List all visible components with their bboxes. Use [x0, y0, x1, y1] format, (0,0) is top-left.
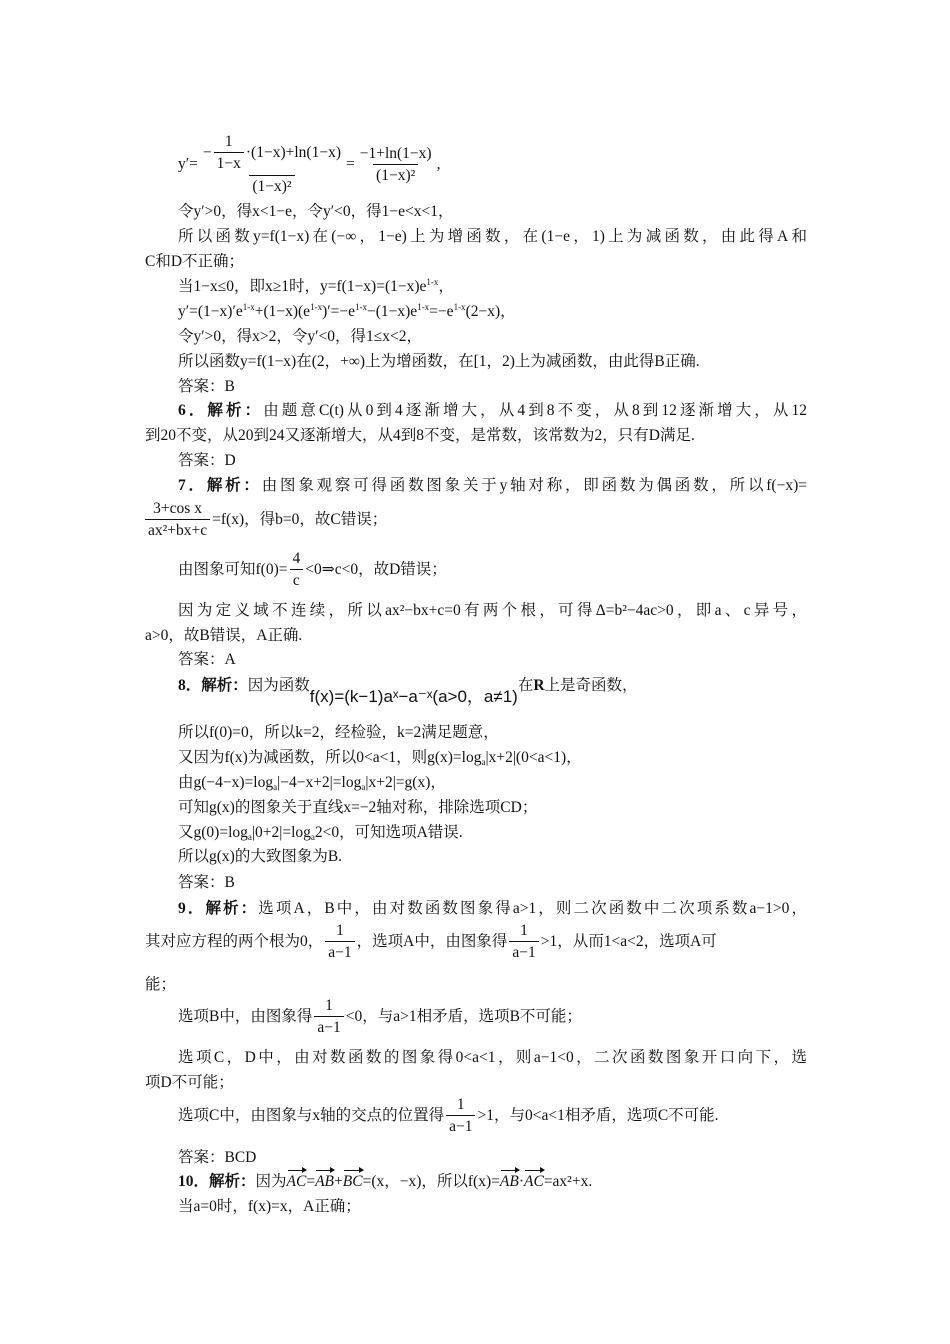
numerator: 4 — [292, 550, 301, 567]
text-line: 当a=0时，f(x)=x，A正确； — [178, 1198, 361, 1215]
derivative-formula — [178, 132, 807, 198]
text: >1，从而1<a<2，选项A可 — [540, 933, 717, 951]
text: R — [533, 677, 545, 694]
answer-line: 答案：D — [178, 452, 236, 469]
denominator: (1−x)² — [373, 164, 418, 187]
text: |−4−x+2|=log — [277, 774, 362, 791]
vector-ab: AB — [499, 1173, 519, 1190]
fraction — [289, 549, 303, 592]
text: 在 — [517, 677, 534, 694]
text-line — [178, 748, 807, 768]
numerator: 3+cos x — [153, 500, 202, 517]
item-number: 6．解析： — [178, 402, 264, 419]
text: |x+2|(0<a<1)， — [485, 749, 582, 766]
formula-text: ·(1−x)+ln(1−x) — [245, 144, 341, 162]
fraction — [145, 499, 210, 542]
text: ， — [438, 278, 454, 295]
superscript: 1-x — [426, 277, 439, 287]
fraction — [509, 921, 538, 964]
text: >1，与0<a<1相矛盾，选项C不可能. — [477, 1107, 719, 1125]
superscript: 1-x — [453, 302, 466, 312]
superscript: 1-x — [242, 302, 255, 312]
text-line: a>0，故B错误，A正确. — [145, 627, 303, 644]
formula-text: − — [202, 144, 212, 162]
denominator: a−1 — [446, 1115, 475, 1138]
text: 因为 — [255, 1173, 287, 1190]
text: +(1−x)(e — [254, 303, 311, 320]
answer-line: 答案：BCD — [178, 1149, 257, 1166]
text: 选项C中，由图象与x轴的交点的位置得 — [178, 1107, 445, 1125]
item-number: 8．解析： — [178, 677, 248, 694]
text-line — [178, 401, 807, 421]
text: (2−x)， — [465, 303, 516, 320]
text: 当1−x≤0，即x≥1时，y=f(1−x)=(1−x)e — [178, 278, 427, 295]
text-line: 令y′>0，得x>2，令y′<0，得1≤x<2， — [178, 328, 423, 345]
text: 由图象可知f(0)= — [178, 561, 288, 579]
text-line — [178, 996, 807, 1039]
text-line — [178, 1095, 807, 1138]
formula-text: y′= — [178, 155, 198, 173]
vector-bc: BC — [342, 1173, 363, 1190]
text: 又g(0)=log — [178, 824, 248, 841]
text: 由g(−4−x)=log — [178, 774, 274, 791]
text-line: 所以函数y=f(1−x)在(−∞，1−e)上为增函数，在(1−e，1)上为减函数，由此得A和 — [178, 228, 807, 245]
numerator: 1 — [520, 922, 528, 939]
formula-text: , — [436, 155, 441, 173]
fraction — [325, 921, 354, 964]
text: 选项A，B中，由对数函数图象得a>1，则二次函数中二次项系数a−1>0， — [258, 900, 807, 917]
superscript: 1-x — [355, 302, 367, 312]
text-line: 所以函数y=f(1−x)在(2，+∞)上为增函数，在[1，2)上为减函数，由此得B正确. — [178, 353, 700, 370]
function-formula: f(x)=(k−1)aˣ−a⁻ˣ(a>0，a≠1) — [309, 687, 518, 706]
text-line: 令y′>0，得x<1−e，令y′<0，得1−e<x<1， — [178, 203, 454, 220]
subscript: a — [361, 782, 366, 792]
superscript: 1-x — [417, 302, 430, 312]
text-line: 因为定义域不连续，所以ax²−bx+c=0有两个根，可得Δ=b²−4ac>0，即a、c异号， — [178, 602, 807, 619]
fraction — [200, 132, 344, 198]
text-line: 所以g(x)的大致图象为B. — [178, 848, 343, 865]
text: <0⇒c<0，故D错误； — [305, 561, 447, 579]
denominator: ax²+bx+c — [145, 519, 210, 542]
text-line — [178, 277, 807, 297]
fraction — [357, 144, 435, 187]
text: 上是奇函数， — [544, 677, 638, 694]
text: =−e — [429, 303, 454, 320]
text: )′=−e — [322, 303, 355, 320]
text: |x+2|=g(x)， — [365, 774, 446, 791]
text: −(1−x)e — [367, 303, 418, 320]
text-line — [178, 675, 807, 706]
text-line: 项D不可能； — [145, 1074, 234, 1091]
text-line — [145, 921, 807, 964]
text: 2<0，可知选项A错误. — [314, 824, 463, 841]
numerator: −1+ln(1−x) — [359, 144, 432, 162]
item-number: 7．解析： — [178, 477, 262, 494]
item-number: 10．解析： — [178, 1173, 256, 1190]
text-line — [178, 773, 807, 793]
denominator: a−1 — [314, 1016, 343, 1039]
numerator: 1 — [224, 133, 233, 150]
numerator: 1 — [325, 997, 333, 1014]
text-line — [145, 499, 807, 542]
numerator: 1 — [336, 922, 344, 939]
text: = — [306, 1173, 316, 1190]
text-line — [178, 476, 807, 496]
denominator: a−1 — [325, 941, 354, 964]
denominator: 1−x — [214, 152, 244, 175]
text-line: C和D不正确； — [145, 253, 245, 270]
subscript: a — [481, 757, 486, 767]
text: ，选项A中，由图象得 — [356, 933, 508, 951]
text: y′=(1−x)′e — [178, 303, 243, 320]
superscript: 1-x — [310, 302, 323, 312]
text-line — [178, 549, 807, 592]
answer-line: 答案：B — [178, 378, 235, 395]
text: =(x，−x)，所以f(x)= — [362, 1173, 500, 1190]
text: 选项B中，由图象得 — [178, 1008, 313, 1026]
fraction — [446, 1095, 475, 1138]
denominator: (1−x)² — [249, 175, 294, 198]
text-line — [178, 823, 807, 843]
text: · — [518, 1173, 524, 1190]
text-line: 到20不变，从20到24又逐渐增大，从4到8不变，是常数，该常数为2，只有D满足. — [145, 427, 695, 444]
text: =ax²+x. — [543, 1173, 593, 1190]
text: 因为函数 — [247, 677, 310, 694]
vector-ac: AC — [286, 1173, 307, 1190]
text: + — [334, 1173, 343, 1190]
answer-line: 答案：B — [178, 874, 235, 891]
text: 又因为f(x)为减函数，所以0<a<1，则g(x)=log — [178, 749, 482, 766]
item-number: 9．解析： — [178, 900, 259, 917]
text-line: 能； — [145, 976, 177, 993]
vector-ac: AC — [524, 1173, 544, 1190]
text: |0+2|=log — [251, 824, 311, 841]
denominator: a−1 — [509, 941, 538, 964]
subscript: a — [273, 782, 278, 792]
formula-text: = — [345, 155, 355, 173]
text: 其对应方程的两个根为0， — [145, 933, 324, 951]
denominator: c — [290, 569, 303, 592]
text-line — [178, 302, 807, 322]
text: <0，与a>1相矛盾，选项B不可能； — [345, 1008, 582, 1026]
fraction — [214, 132, 244, 175]
text-line: 所以f(0)=0，所以k=2，经检验，k=2满足题意， — [178, 724, 499, 741]
fraction — [314, 996, 343, 1039]
text: =f(x)，得b=0，故C错误； — [212, 511, 388, 529]
answer-line: 答案：A — [178, 651, 236, 668]
subscript: a — [247, 832, 252, 842]
text-line: 可知g(x)的图象关于直线x=−2轴对称，排除选项CD； — [178, 799, 538, 816]
numerator: 1 — [456, 1096, 465, 1113]
subscript: a — [310, 832, 315, 842]
text: 由图象观察可得函数图象关于y轴对称，即函数为偶函数，所以f(−x)= — [261, 477, 807, 494]
text-line — [178, 1172, 807, 1192]
text: 由题意C(t)从0到4逐渐增大，从4到8不变，从8到12逐渐增大，从12 — [263, 402, 807, 419]
text-line — [178, 899, 807, 919]
vector-ab: AB — [315, 1173, 335, 1190]
text-line: 选项C，D中，由对数函数的图象得0<a<1，则a−1<0，二次函数图象开口向下，选 — [178, 1049, 807, 1066]
